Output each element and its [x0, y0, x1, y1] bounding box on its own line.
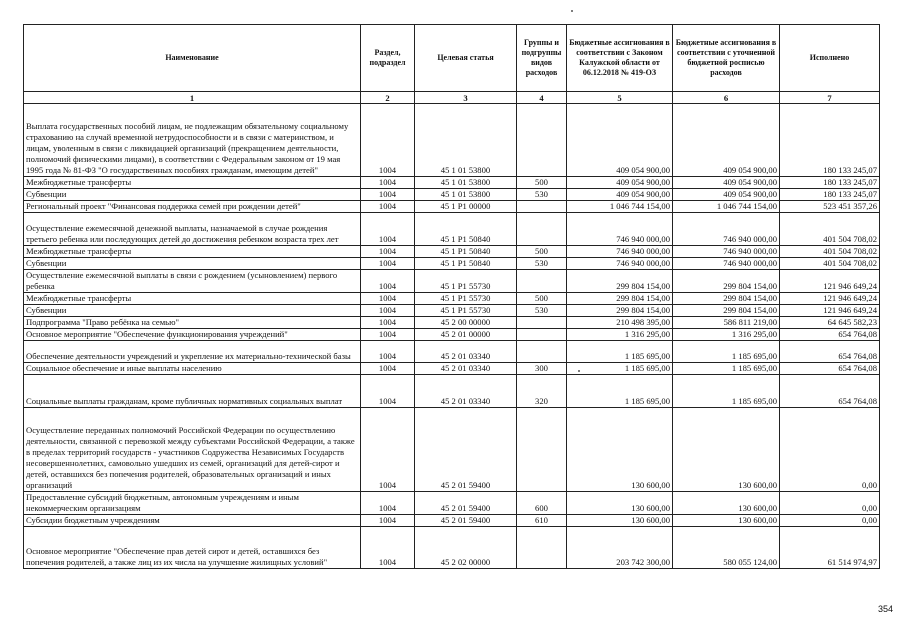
row-executed: 523 451 357,26 — [780, 201, 880, 213]
row-target: 45 2 02 00000 — [415, 527, 517, 569]
table-row — [24, 189, 880, 201]
row-budget-law: 130 600,00 — [567, 492, 673, 515]
row-executed: 121 946 649,24 — [780, 270, 880, 293]
row-section: 1004 — [361, 258, 415, 270]
header-groups: Группы и подгруппы видов расходов — [517, 25, 567, 92]
row-name: Межбюджетные трансферты — [24, 177, 361, 189]
row-section: 1004 — [361, 293, 415, 305]
row-budget-law: 1 316 295,00 — [567, 329, 673, 341]
row-budget-refined: 1 046 744 154,00 — [673, 201, 780, 213]
row-budget-law: 1 185 695,00 — [567, 341, 673, 363]
row-name: Субвенции — [24, 305, 361, 317]
table-row — [24, 104, 880, 177]
row-budget-law: 130 600,00 — [567, 408, 673, 492]
row-target: 45 2 01 03340 — [415, 341, 517, 363]
row-target: 45 1 P1 50840 — [415, 246, 517, 258]
table-row — [24, 408, 880, 492]
table-row — [24, 258, 880, 270]
row-budget-law: 210 498 395,00 — [567, 317, 673, 329]
row-group: 530 — [517, 189, 567, 201]
header-row — [24, 25, 880, 92]
col-number: 6 — [673, 92, 780, 104]
row-group: 320 — [517, 375, 567, 408]
table-body — [24, 104, 880, 569]
col-number: 3 — [415, 92, 517, 104]
row-executed: 401 504 708,02 — [780, 213, 880, 246]
table-row — [24, 341, 880, 363]
row-executed: 121 946 649,24 — [780, 305, 880, 317]
scan-speck — [578, 370, 580, 372]
budget-table-page — [23, 24, 879, 569]
table-row — [24, 201, 880, 213]
page-number: 354 — [877, 604, 893, 614]
row-budget-law: 1 185 695,00 — [567, 375, 673, 408]
table-row — [24, 492, 880, 515]
row-group: 530 — [517, 258, 567, 270]
row-name: Субвенции — [24, 258, 361, 270]
row-budget-law: 409 054 900,00 — [567, 104, 673, 177]
row-section: 1004 — [361, 527, 415, 569]
row-name: Социальные выплаты гражданам, кроме публичных нормативных социальных выплат — [24, 375, 361, 408]
row-budget-refined: 130 600,00 — [673, 408, 780, 492]
row-group: 500 — [517, 246, 567, 258]
row-section: 1004 — [361, 515, 415, 527]
row-budget-refined: 1 185 695,00 — [673, 363, 780, 375]
row-target: 45 1 P1 50840 — [415, 258, 517, 270]
row-group: 610 — [517, 515, 567, 527]
header-budget-law: Бюджетные ассигнования в соответствии с Законом Калужской области от 06.12.2018 № 419-ОЗ — [567, 25, 673, 92]
col-number: 5 — [567, 92, 673, 104]
table-row — [24, 375, 880, 408]
row-budget-refined: 299 804 154,00 — [673, 270, 780, 293]
row-name: Межбюджетные трансферты — [24, 246, 361, 258]
row-executed: 654 764,08 — [780, 375, 880, 408]
header-target: Целевая статья — [415, 25, 517, 92]
table-row — [24, 317, 880, 329]
row-executed: 0,00 — [780, 515, 880, 527]
row-name: Социальное обеспечение и иные выплаты населению — [24, 363, 361, 375]
row-budget-refined: 299 804 154,00 — [673, 305, 780, 317]
row-name: Осуществление ежемесячной денежной выплаты, назначаемой в случае рождения третьего ребенка или последующих детей до достижения ребенком возраста трех лет — [24, 213, 361, 246]
row-budget-law: 1 046 744 154,00 — [567, 201, 673, 213]
row-target: 45 1 P1 00000 — [415, 201, 517, 213]
row-group — [517, 341, 567, 363]
row-target: 45 2 01 03340 — [415, 363, 517, 375]
row-name: Субсидии бюджетным учреждениям — [24, 515, 361, 527]
row-executed: 654 764,08 — [780, 341, 880, 363]
row-budget-law: 409 054 900,00 — [567, 189, 673, 201]
row-section: 1004 — [361, 246, 415, 258]
row-name: Субвенции — [24, 189, 361, 201]
row-budget-law: 299 804 154,00 — [567, 305, 673, 317]
row-executed: 64 645 582,23 — [780, 317, 880, 329]
row-section: 1004 — [361, 363, 415, 375]
row-budget-law: 746 940 000,00 — [567, 258, 673, 270]
row-section: 1004 — [361, 408, 415, 492]
row-budget-refined: 580 055 124,00 — [673, 527, 780, 569]
table-row — [24, 305, 880, 317]
row-group: 300 — [517, 363, 567, 375]
row-budget-refined: 1 316 295,00 — [673, 329, 780, 341]
row-group — [517, 213, 567, 246]
row-target: 45 2 01 59400 — [415, 515, 517, 527]
row-target: 45 1 P1 55730 — [415, 293, 517, 305]
row-name: Выплата государственных пособий лицам, не подлежащим обязательному социальному страхованию на случай временной нетрудоспособности и в связи с материнством, и лицам, уволенным в связи с ликвидацией организаций (прекращением деятельности, полномочий физическими лицами), в соответствии с Федеральным законом от 19 мая 1995 года № 81-ФЗ "О государственных пособиях гражданам, имеющим детей" — [24, 104, 361, 177]
row-section: 1004 — [361, 317, 415, 329]
row-target: 45 1 P1 50840 — [415, 213, 517, 246]
table-row — [24, 329, 880, 341]
row-section: 1004 — [361, 270, 415, 293]
row-section: 1004 — [361, 201, 415, 213]
scan-speck — [571, 10, 573, 12]
row-section: 1004 — [361, 492, 415, 515]
row-group: 500 — [517, 293, 567, 305]
row-group — [517, 408, 567, 492]
row-budget-law: 746 940 000,00 — [567, 246, 673, 258]
row-name: Подпрограмма "Право ребёнка на семью" — [24, 317, 361, 329]
row-section: 1004 — [361, 213, 415, 246]
row-name: Обеспечение деятельности учреждений и укрепление их материально-технической базы — [24, 341, 361, 363]
table-row — [24, 293, 880, 305]
row-budget-refined: 1 185 695,00 — [673, 341, 780, 363]
row-name: Региональный проект "Финансовая поддержка семей при рождении детей" — [24, 201, 361, 213]
row-executed: 180 133 245,07 — [780, 104, 880, 177]
row-group — [517, 104, 567, 177]
row-budget-law: 203 742 300,00 — [567, 527, 673, 569]
col-number: 1 — [24, 92, 361, 104]
row-section: 1004 — [361, 375, 415, 408]
row-section: 1004 — [361, 329, 415, 341]
row-budget-law: 1 185 695,00 — [567, 363, 673, 375]
row-group — [517, 201, 567, 213]
row-target: 45 2 00 00000 — [415, 317, 517, 329]
row-executed: 0,00 — [780, 492, 880, 515]
col-number: 2 — [361, 92, 415, 104]
row-target: 45 1 P1 55730 — [415, 305, 517, 317]
row-budget-refined: 746 940 000,00 — [673, 213, 780, 246]
table-row — [24, 213, 880, 246]
header-budget-refined: Бюджетные ассигнования в соответствии с уточненной бюджетной росписью расходов — [673, 25, 780, 92]
row-section: 1004 — [361, 177, 415, 189]
row-group — [517, 270, 567, 293]
row-budget-refined: 586 811 219,00 — [673, 317, 780, 329]
budget-execution-table — [23, 24, 880, 569]
row-executed: 654 764,08 — [780, 329, 880, 341]
col-number: 4 — [517, 92, 567, 104]
table-row — [24, 246, 880, 258]
header-executed: Исполнено — [780, 25, 880, 92]
row-executed: 0,00 — [780, 408, 880, 492]
table-row — [24, 177, 880, 189]
row-name: Осуществление переданных полномочий Российской Федерации по осуществлению деятельности, связанной с перевозкой между субъектами Российской Федерации, а также в пределах территорий государств - участников Содружества Независимых Государств несовершеннолетних, самовольно ушедших из семей, организаций для детей-сирот и детей, оставшихся без попечения родителей, образовательных организаций и иных организаций — [24, 408, 361, 492]
row-name: Осуществление ежемесячной выплаты в связи с рождением (усыновлением) первого ребенка — [24, 270, 361, 293]
row-budget-law: 409 054 900,00 — [567, 177, 673, 189]
row-target: 45 2 01 59400 — [415, 492, 517, 515]
row-budget-refined: 409 054 900,00 — [673, 104, 780, 177]
row-group — [517, 527, 567, 569]
row-executed: 401 504 708,02 — [780, 246, 880, 258]
row-budget-refined: 409 054 900,00 — [673, 189, 780, 201]
row-section: 1004 — [361, 341, 415, 363]
col-number: 7 — [780, 92, 880, 104]
row-group — [517, 329, 567, 341]
row-section: 1004 — [361, 104, 415, 177]
row-section: 1004 — [361, 189, 415, 201]
row-executed: 180 133 245,07 — [780, 189, 880, 201]
row-executed: 121 946 649,24 — [780, 293, 880, 305]
row-group: 600 — [517, 492, 567, 515]
row-name: Основное мероприятие "Обеспечение функционирования учреждений" — [24, 329, 361, 341]
row-budget-law: 299 804 154,00 — [567, 270, 673, 293]
row-executed: 61 514 974,97 — [780, 527, 880, 569]
row-budget-refined: 299 804 154,00 — [673, 293, 780, 305]
row-group — [517, 317, 567, 329]
row-budget-refined: 409 054 900,00 — [673, 177, 780, 189]
row-budget-refined: 746 940 000,00 — [673, 246, 780, 258]
row-section: 1004 — [361, 305, 415, 317]
row-budget-refined: 130 600,00 — [673, 515, 780, 527]
row-budget-refined: 746 940 000,00 — [673, 258, 780, 270]
row-target: 45 1 01 53800 — [415, 104, 517, 177]
row-name: Межбюджетные трансферты — [24, 293, 361, 305]
row-target: 45 2 01 00000 — [415, 329, 517, 341]
row-target: 45 1 01 53800 — [415, 177, 517, 189]
row-budget-refined: 130 600,00 — [673, 492, 780, 515]
row-budget-law: 130 600,00 — [567, 515, 673, 527]
row-group: 500 — [517, 177, 567, 189]
table-row — [24, 270, 880, 293]
column-number-row — [24, 92, 880, 104]
row-target: 45 1 01 53800 — [415, 189, 517, 201]
row-budget-law: 746 940 000,00 — [567, 213, 673, 246]
table-row — [24, 515, 880, 527]
row-executed: 654 764,08 — [780, 363, 880, 375]
table-row — [24, 527, 880, 569]
row-target: 45 1 P1 55730 — [415, 270, 517, 293]
row-name: Предоставление субсидий бюджетным, автономным учреждениям и иным некоммерческим организациям — [24, 492, 361, 515]
row-budget-refined: 1 185 695,00 — [673, 375, 780, 408]
header-section: Раздел, подраздел — [361, 25, 415, 92]
row-name: Основное мероприятие "Обеспечение прав детей сирот и детей, оставшихся без попечения родителей, а также лиц из их числа на улучшение жилищных условий" — [24, 527, 361, 569]
row-target: 45 2 01 03340 — [415, 375, 517, 408]
row-target: 45 2 01 59400 — [415, 408, 517, 492]
row-executed: 180 133 245,07 — [780, 177, 880, 189]
row-executed: 401 504 708,02 — [780, 258, 880, 270]
row-budget-law: 299 804 154,00 — [567, 293, 673, 305]
table-row — [24, 363, 880, 375]
header-name: Наименование — [24, 25, 361, 92]
row-group: 530 — [517, 305, 567, 317]
